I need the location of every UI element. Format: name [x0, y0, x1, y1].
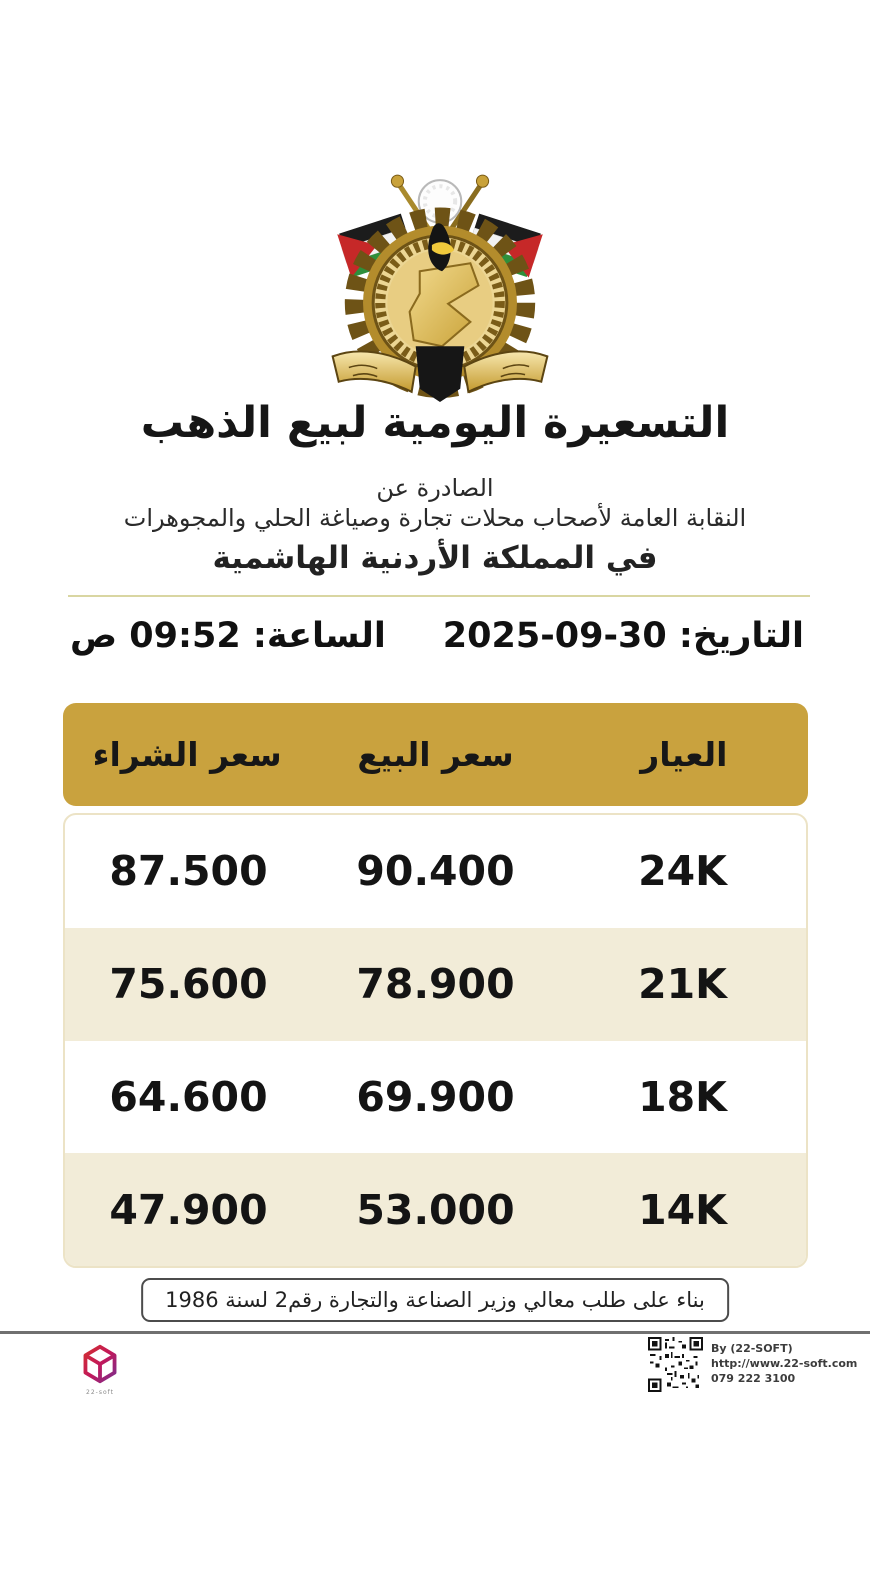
vendor-info: [711, 1337, 857, 1386]
issued-by-label: الصادرة عن: [376, 474, 494, 502]
karat-value: 18K: [638, 1072, 727, 1121]
vendor-name: By (22-SOFT): [711, 1342, 793, 1355]
price-table-header: [63, 703, 808, 806]
vendor-block: [648, 1337, 857, 1392]
column-header-karat: العيار: [640, 735, 728, 774]
buy-price: 87.500: [109, 847, 268, 896]
sell-price: 90.400: [356, 847, 515, 896]
vendor-logo-caption: 22-soft: [86, 1389, 114, 1396]
vendor-phone: 079 222 3100: [711, 1372, 796, 1385]
buy-price: 64.600: [109, 1072, 268, 1121]
price-table-body: [63, 813, 808, 1268]
qr-code-icon: [648, 1337, 703, 1392]
sell-price: 78.900: [356, 960, 515, 1009]
header-divider: [68, 595, 810, 597]
karat-value: 14K: [638, 1185, 727, 1234]
jordan-jewelry-syndicate-emblem-icon: [318, 168, 562, 406]
time-value: 09:52 ص: [70, 616, 241, 656]
sell-price: 53.000: [356, 1185, 515, 1234]
buy-price: 75.600: [109, 960, 268, 1009]
time-group: [70, 616, 386, 656]
column-header-buy: سعر الشراء: [92, 735, 282, 774]
time-label: الساعة:: [252, 616, 386, 656]
page-title: التسعيرة اليومية لبيع الذهب: [140, 398, 730, 448]
country-line: في المملكة الأردنية الهاشمية: [212, 540, 658, 576]
cube-logo-icon: [81, 1344, 119, 1384]
date-label: التاريخ:: [678, 616, 804, 656]
date-group: [443, 616, 804, 656]
table-row-18k: [65, 1041, 806, 1154]
datetime-row: [70, 616, 804, 656]
sell-price: 69.900: [356, 1072, 515, 1121]
table-row-21k: [65, 928, 806, 1041]
buy-price: 47.900: [109, 1185, 268, 1234]
footer-divider: [0, 1331, 870, 1334]
table-row-24k: [65, 815, 806, 928]
column-header-sell: سعر البيع: [357, 735, 514, 774]
date-value: 30-09-2025: [442, 616, 667, 656]
karat-value: 24K: [638, 847, 727, 896]
syndicate-emblem: [318, 168, 562, 406]
table-row-14k: [65, 1153, 806, 1266]
ministerial-note: بناء على طلب معالي وزير الصناعة والتجارة رقم2 لسنة 1986: [141, 1278, 729, 1322]
karat-value: 21K: [638, 960, 727, 1009]
issuer-name: النقابة العامة لأصحاب محلات تجارة وصياغة الحلي والمجوهرات: [123, 504, 747, 532]
vendor-url: http://www.22-soft.com: [711, 1357, 858, 1370]
vendor-logo: [72, 1344, 128, 1396]
